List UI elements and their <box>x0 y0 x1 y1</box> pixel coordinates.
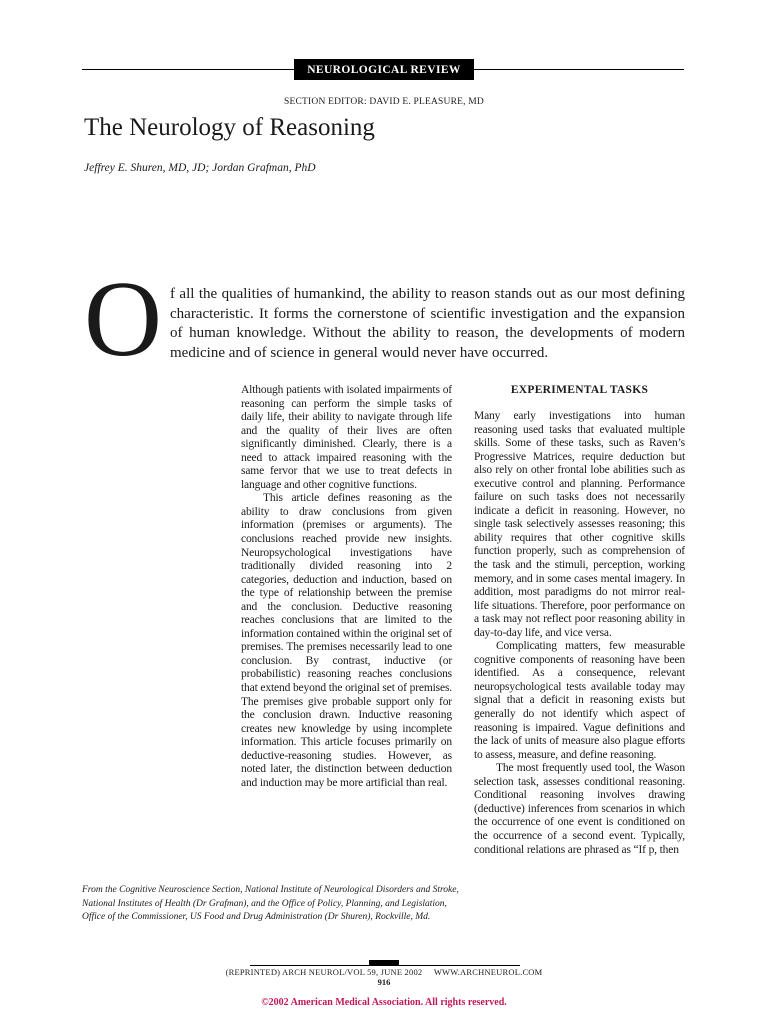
article-authors: Jeffrey E. Shuren, MD, JD; Jordan Grafman, PhD <box>84 162 316 174</box>
left-column <box>241 384 452 790</box>
copyright-notice: ©2002 American Medical Association. All rights reserved. <box>261 997 507 1008</box>
body-paragraph: Many early investigations into human reasoning used tasks that evaluated multiple skills. Some of these tasks, such as Raven’s Progressive Matrices, require deduction but also rely on other frontal lobe abilities such as executive control and planning. Performance failure on such tasks does not necessarily indicate a deficit in reasoning. However, no single task selectively assesses reasoning; this ability requires that other cognitive skills function properly, such as comprehension of the task and the stimuli, perception, working memory, and in some cases mental imagery. In addition, most paradigms do not mirror real-life situations. Therefore, poor performance on a task may not reflect poor reasoning ability in day-to-day life, and vice versa. <box>474 410 685 639</box>
right-column <box>474 410 685 857</box>
footer-citation: (REPRINTED) ARCH NEUROL/VOL 59, JUNE 2002 WWW.ARCHNEUROL.COM <box>225 967 543 977</box>
article-title: The Neurology of Reasoning <box>84 114 375 141</box>
footer-mark <box>369 960 399 966</box>
body-paragraph: Complicating matters, few measurable cognitive components of reasoning have been identified. As a consequence, relevant neuropsychological tests available today may signal that a deficit in reasoning exists but generally do not identify which aspect of reasoning is impaired. Vague definitions and the lack of units of measure also plague efforts to assess, measure, and define reasoning. <box>474 640 685 761</box>
author-affiliation: From the Cognitive Neuroscience Section, National Institute of Neurological Disorders and Stroke, National Institutes of Health (Dr Grafman), and the Office of Policy, Planning, and Legislation, Office of the Commissioner, US Food and Drug Administration (Dr Shuren), Rockville, Md. <box>82 885 459 923</box>
body-paragraph: The most frequently used tool, the Wason selection task, assesses conditional reasoning. Conditional reasoning involves drawing (deductive) inferences from scenarios in which the occurrence of one event is conditioned on the occurrence of a second event. Typically, conditional relations are phrased as “If p, then <box>474 762 685 856</box>
section-editor: SECTION EDITOR: DAVID E. PLEASURE, MD <box>284 97 484 107</box>
body-paragraph: This article defines reasoning as the ability to draw conclusions from given information (premises or arguments). The conclusions reached provide new insights. Neuropsychological investigations have traditionally divided reasoning into 2 categories, deduction and induction, based on the type of relationship between the premise and the conclusion. Deductive reasoning reaches conclusions that are limited to the information contained within the original set of premises. The premises necessarily lead to one conclusion. By contrast, inductive (or probabilistic) reasoning reaches conclusions that extend beyond the original set of premises. The premises give probable support only for the conclusion drawn. Inductive reasoning creates new knowledge by using incomplete information. This article focuses primarily on deductive-reasoning studies. However, as noted later, the distinction between deduction and induction may be more artificial than real. <box>241 492 452 789</box>
intro-paragraph: f all the qualities of humankind, the ability to reason stands out as our most defining characteristic. It forms the cornerstone of scientific investigation and the expansion of human knowledge. Without the ability to reason, the developments of modern medicine and of science in general would never have occurred. <box>170 286 685 361</box>
body-paragraph: Although patients with isolated impairments of reasoning can perform the simple tasks of daily life, their ability to navigate through life and the quality of their lives are often significantly diminished. Clearly, there is a need to attack impaired reasoning with the same fervor that we use to treat defects in language and other cognitive functions. <box>241 384 452 491</box>
drop-cap: O <box>84 260 162 379</box>
page-number: 916 <box>377 977 391 987</box>
section-banner: NEUROLOGICAL REVIEW <box>294 59 474 80</box>
section-heading: EXPERIMENTAL TASKS <box>510 384 649 396</box>
